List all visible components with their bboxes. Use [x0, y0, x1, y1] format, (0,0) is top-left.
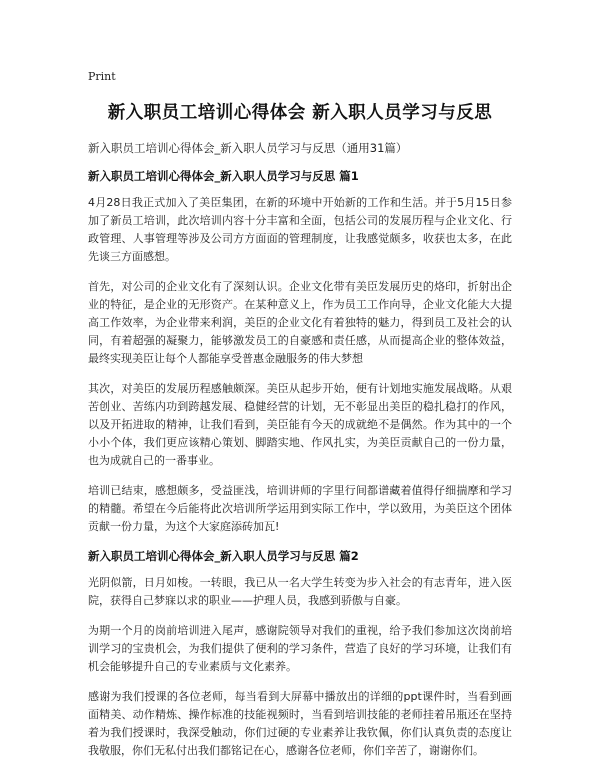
paragraph: 首先，对公司的企业文化有了深刻认识。企业文化带有美臣发展历史的烙印，折射出企业的特征，是企业的无形资产。在某种意义上，作为员工工作向导，企业文化能大大提高工作效率，为企业带来利润，美臣的企业文化有着独特的魅力，得到员工及社会的认同，有着超强的凝聚力，能够激发员工的自豪感和责任感，从而提高企业的整体效益，最终实现美臣让每个人都能享受普惠金融服务的伟大梦想 [88, 280, 512, 365]
paragraph: 为期一个月的岗前培训进入尾声，感谢院领导对我们的重视，给予我们参加这次岗前培训学习的宝贵机会，为我们提供了便利的学习条件，营造了良好的学习环境，让我们有机会能够提升自己的专业素质与文化素养。 [88, 624, 512, 673]
paragraph: 培训已结束，感想颇多，受益匪浅，培训讲师的字里行间都谱藏着值得仔细揣摩和学习的精髓。希望在今后能将此次培训所学运用到实际工作中，学以致用，为美臣这个团体贡献一份力量，为这个大家庭添砖加瓦! [88, 484, 512, 533]
section-heading-2: 新入职员工培训心得体会_新入职人员学习与反思 篇2 [88, 549, 359, 563]
print-link[interactable]: Print [88, 70, 116, 83]
paragraph: 感谢为我们授课的各位老师，每当看到大屏幕中播放出的详细的ppt课件时，当看到画面精美、动作精炼、操作标准的技能视频时，当看到培训技能的老师挂着吊瓶还在坚持着为我们授课时，我深受触动，你们过硬的专业素养让我钦佩，你们认真负责的态度让我敬服，你们无私付出我们都铭记在心，感谢各位老师，你们辛苦了，谢谢你们。 [88, 690, 512, 757]
section-heading-1: 新入职员工培训心得体会_新入职人员学习与反思 篇1 [88, 169, 359, 183]
page-title: 新入职员工培训心得体会 新入职人员学习与反思 [107, 103, 493, 123]
paragraph: 其次，对美臣的发展历程感触颇深。美臣从起步开始，便有计划地实施发展战略。从艰苦创业、苦练内功到跨越发展、稳健经营的计划，无不彰显出美臣的稳扎稳打的作风，以及开拓进取的精神，让我们看到，美臣能有今天的成就绝不是偶然。作为其中的一个小小个体，我们更应该精心策划、脚踏实地、作风扎实，为美臣贡献自己的一份力量，也为成就自己的一番事业。 [88, 382, 512, 467]
paragraph: 光阴似箭，日月如梭。一转眼，我已从一名大学生转变为步入社会的有志青年，进入医院，获得自己梦寐以求的职业——护理人员，我感到骄傲与自豪。 [88, 576, 512, 607]
paragraph: 4月28日我正式加入了美臣集团，在新的环境中开始新的工作和生活。并于5月15日参加了新员工培训，此次培训内容十分丰富和全面，包括公司的发展历程与企业文化、行政管理、人事管理等涉及公司方方面面的管理制度，让我感觉颇多，收获也太多，在此先谈三方面感想。 [88, 196, 512, 263]
document-subtitle: 新入职员工培训心得体会_新入职人员学习与反思（通用31篇） [88, 141, 408, 155]
